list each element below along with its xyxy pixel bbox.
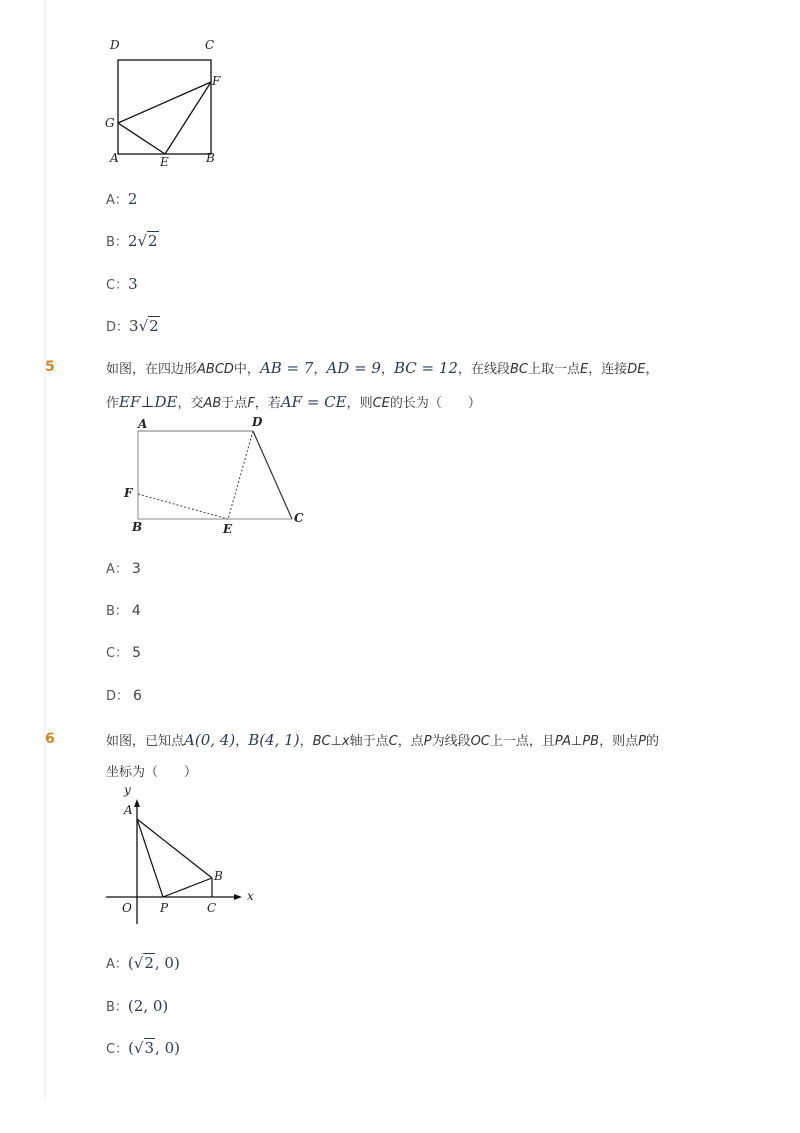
text: 作 [106, 396, 120, 411]
x-axis-arrow [234, 894, 242, 900]
sqrt-radicand: 2 [148, 232, 158, 250]
text: ， [380, 362, 394, 377]
option-paren-open: ( [127, 954, 134, 972]
text: 为线段 [431, 734, 471, 749]
text: OC [470, 734, 490, 749]
text: ⊥ [571, 734, 583, 749]
text: 的 [645, 734, 659, 749]
text: ， [299, 734, 313, 749]
q5-figure [120, 415, 320, 540]
text: ，若 [254, 396, 281, 411]
label-p: P [160, 901, 169, 915]
text: PB [582, 734, 600, 749]
option-value-coef: 2 [127, 232, 138, 250]
segment-dc [253, 431, 292, 519]
q6-figure [100, 782, 265, 932]
option-key: C： [106, 1042, 129, 1057]
option-key: D： [106, 689, 130, 704]
label-d: D [252, 415, 263, 429]
label-a: A [124, 803, 133, 817]
text: ，在线段 [457, 362, 510, 377]
text: 轴于点 [349, 734, 389, 749]
q5-option-b[interactable] [106, 601, 141, 622]
square-abcd [118, 60, 211, 154]
q4-figure-svg [100, 35, 230, 170]
label-o: O [122, 901, 132, 915]
text: ， [235, 734, 249, 749]
q6-stem-line1 [106, 730, 659, 752]
text: C [388, 734, 398, 749]
sqrt-radicand: 2 [144, 954, 154, 972]
text: 上一点，且 [489, 734, 555, 749]
q6-option-c[interactable] [106, 1038, 180, 1060]
option-key: D： [106, 320, 130, 335]
text: x [341, 734, 350, 749]
label-f: F [212, 74, 221, 88]
option-value: 6 [133, 688, 142, 704]
q5-figure-svg [120, 415, 320, 540]
q5-option-c[interactable] [106, 643, 141, 664]
option-key: A： [106, 193, 128, 208]
sqrt-symbol: √3 [133, 1039, 155, 1057]
option-key: A： [106, 957, 128, 972]
option-paren-open: ( [128, 1039, 134, 1057]
label-e: E [160, 155, 169, 169]
q4-figure [100, 35, 230, 170]
text: ABCD [197, 362, 234, 377]
y-axis-arrow [134, 799, 140, 807]
q6-option-a[interactable] [106, 953, 180, 975]
q4-option-d[interactable] [106, 316, 160, 338]
option-value: 4 [131, 603, 141, 619]
q6-stem-line2: 坐标为（ ） [106, 765, 198, 780]
segment-de [228, 431, 253, 519]
text: E [580, 362, 589, 377]
q4-option-b[interactable] [106, 231, 159, 253]
option-key: B： [106, 235, 128, 250]
math-point-a: A(0, 4) [184, 731, 236, 749]
sqrt-radicand: 3 [144, 1039, 155, 1057]
label-d: D [110, 38, 120, 52]
math-point-b: B(4, 1) [248, 731, 300, 749]
text: ，连接 [588, 362, 628, 377]
option-key: B： [106, 1000, 128, 1015]
math-ef-perp-de: EF⊥DE [119, 393, 178, 411]
text: ，点 [397, 734, 424, 749]
label-b: B [132, 520, 143, 534]
segment-pb [163, 878, 212, 897]
text: BC [510, 362, 528, 377]
segment-ab [137, 819, 212, 878]
option-value: (2, 0) [127, 997, 169, 1015]
text: ， [313, 362, 327, 377]
option-rest: , 0) [154, 954, 180, 972]
text: 中， [233, 362, 260, 377]
text: ， [645, 362, 659, 377]
text: 上取一点 [528, 362, 581, 377]
q4-option-a[interactable] [106, 189, 137, 211]
segment-fe [138, 494, 228, 519]
label-b: B [206, 151, 215, 165]
text: ，则 [346, 396, 373, 411]
sqrt-radicand: 2 [149, 317, 159, 335]
option-value: 3 [128, 275, 138, 293]
math-af-eq-ce: AF = CE [280, 393, 347, 411]
segment-ge [118, 123, 165, 154]
option-key: B： [106, 604, 128, 619]
label-a: A [110, 151, 119, 165]
text: F [247, 396, 255, 411]
q5-stem-line2 [106, 392, 481, 414]
math-bc: BC = 12 [394, 359, 458, 377]
text: P [638, 734, 646, 749]
text: CE [372, 396, 390, 411]
option-value: 5 [132, 645, 141, 661]
text: DE [627, 362, 646, 377]
option-rest: , 0) [155, 1039, 180, 1057]
label-c: C [294, 511, 304, 525]
label-x: x [247, 889, 254, 903]
left-border-line [44, 0, 46, 1100]
math-ad: AD = 9 [326, 359, 381, 377]
label-f: F [124, 486, 133, 500]
segment-ap [137, 819, 163, 897]
option-value: 3 [131, 561, 141, 577]
text: ⊥ [330, 734, 342, 749]
text: 于点 [221, 396, 248, 411]
text: PA [554, 734, 571, 749]
text: ，则点 [599, 734, 639, 749]
sqrt-symbol: √2 [138, 317, 159, 335]
q4-option-c[interactable] [106, 274, 138, 296]
text: AB [203, 396, 222, 411]
option-key: C： [106, 646, 129, 661]
label-b: B [214, 869, 223, 883]
q5-stem-line1 [106, 358, 659, 380]
label-e: E [223, 522, 233, 536]
text: P [423, 734, 432, 749]
q6-figure-svg [100, 782, 265, 932]
sqrt-symbol: √2 [137, 232, 158, 250]
segment-gf [118, 82, 211, 123]
option-key: A： [106, 562, 128, 577]
option-value: 2 [127, 190, 138, 208]
text: 的长为（ ） [389, 396, 481, 411]
text: 如图，在四边形 [106, 362, 198, 377]
label-c: C [205, 38, 215, 52]
option-value-coef: 3 [129, 317, 139, 335]
label-y: y [124, 783, 131, 797]
q5-number: 5 [45, 359, 55, 375]
label-c: C [207, 901, 217, 915]
text: 如图，已知点 [106, 734, 185, 749]
q6-number: 6 [45, 731, 55, 747]
text: BC [312, 734, 331, 749]
math-ab: AB = 7 [259, 359, 314, 377]
q5-option-a[interactable] [106, 559, 141, 580]
q6-option-b[interactable] [106, 996, 168, 1018]
option-key: C： [106, 278, 129, 293]
q5-option-d[interactable] [106, 686, 142, 707]
label-g: G [105, 116, 115, 130]
label-a: A [138, 417, 148, 431]
text: ，交 [177, 396, 204, 411]
sqrt-symbol: √2 [133, 954, 154, 972]
